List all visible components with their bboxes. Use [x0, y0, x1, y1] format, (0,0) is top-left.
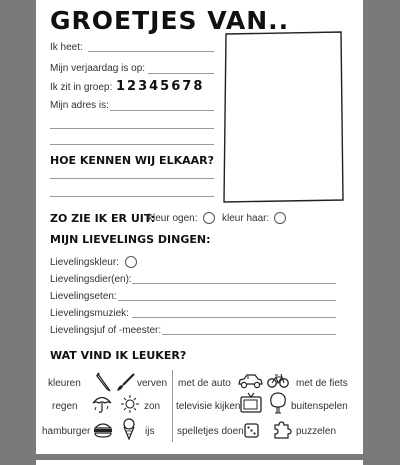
group-label: Ik zit in groep:: [50, 82, 113, 93]
choice-by-bike[interactable]: met de fiets: [296, 378, 348, 389]
choice-ice-cream[interactable]: ijs: [145, 426, 155, 437]
puzzle-icon: [272, 420, 292, 440]
fav-music-label: Lievelingsmuziek:: [50, 308, 129, 319]
eye-color-label: kleur ogen:: [148, 213, 198, 224]
name-label: Ik heet:: [50, 42, 83, 53]
umbrella-icon: [92, 394, 112, 414]
fav-color-label: Lievelingskleur:: [50, 257, 119, 268]
choice-sun[interactable]: zon: [144, 401, 161, 412]
know-heading: HOE KENNEN WIJ ELKAAR?: [50, 154, 214, 167]
next-page-edge: [36, 460, 363, 465]
choice-watch-tv[interactable]: televisie kijken: [176, 401, 241, 412]
fav-teacher-line[interactable]: [162, 334, 336, 335]
looks-heading: ZO ZIE IK ER UIT:: [50, 212, 156, 225]
car-icon: [237, 373, 263, 389]
know-line-2[interactable]: [50, 196, 214, 197]
fav-food-line[interactable]: [118, 300, 336, 301]
eye-color-circle[interactable]: [203, 212, 215, 224]
choice-rain[interactable]: regen: [52, 401, 78, 412]
fav-food-label: Lievelingseten:: [50, 291, 117, 302]
know-line-1[interactable]: [50, 178, 214, 179]
hair-color-circle[interactable]: [274, 212, 286, 224]
sun-icon: [120, 394, 140, 414]
group-numbers[interactable]: 12345678: [116, 79, 205, 94]
page-title: GROETJES VAN..: [50, 6, 290, 35]
favorites-heading: MIJN LIEVELINGS DINGEN:: [50, 233, 211, 246]
choice-by-car[interactable]: met de auto: [178, 378, 231, 389]
choice-puzzles[interactable]: puzzelen: [296, 426, 337, 437]
birthday-label: Mijn verjaardag is op:: [50, 63, 146, 74]
bicycle-icon: [267, 373, 289, 389]
ice-cream-icon: [122, 418, 136, 440]
birthday-line[interactable]: [148, 73, 214, 74]
name-line[interactable]: [88, 51, 214, 52]
address-line-1[interactable]: [110, 110, 214, 111]
paintbrush-icon: [116, 372, 136, 392]
fav-music-line[interactable]: [132, 317, 336, 318]
choice-coloring[interactable]: kleuren: [48, 378, 81, 389]
photo-frame[interactable]: [220, 28, 346, 204]
worksheet-page: [36, 0, 363, 454]
choice-games[interactable]: spelletjes doen: [177, 426, 244, 437]
fav-color-circle[interactable]: [125, 256, 137, 268]
address-line-2[interactable]: [50, 128, 214, 129]
hamburger-icon: [93, 422, 113, 438]
tree-icon: [269, 392, 287, 414]
column-divider: [172, 370, 173, 442]
fav-animal-line[interactable]: [132, 283, 336, 284]
choice-painting[interactable]: verven: [137, 378, 168, 389]
prefer-heading: WAT VIND IK LEUKER?: [50, 349, 187, 362]
hair-color-label: kleur haar:: [222, 213, 270, 224]
fav-teacher-label: Lievelingsjuf of -meester:: [50, 325, 162, 336]
fav-animal-label: Lievelingsdier(en):: [50, 274, 132, 285]
choice-play-outside[interactable]: buitenspelen: [291, 401, 348, 412]
address-label: Mijn adres is:: [50, 100, 109, 111]
television-icon: [240, 392, 262, 414]
dice-icon: [243, 421, 261, 439]
choice-hamburger[interactable]: hamburger: [42, 426, 91, 437]
address-line-3[interactable]: [50, 144, 214, 145]
pencil-icon: [96, 372, 112, 392]
